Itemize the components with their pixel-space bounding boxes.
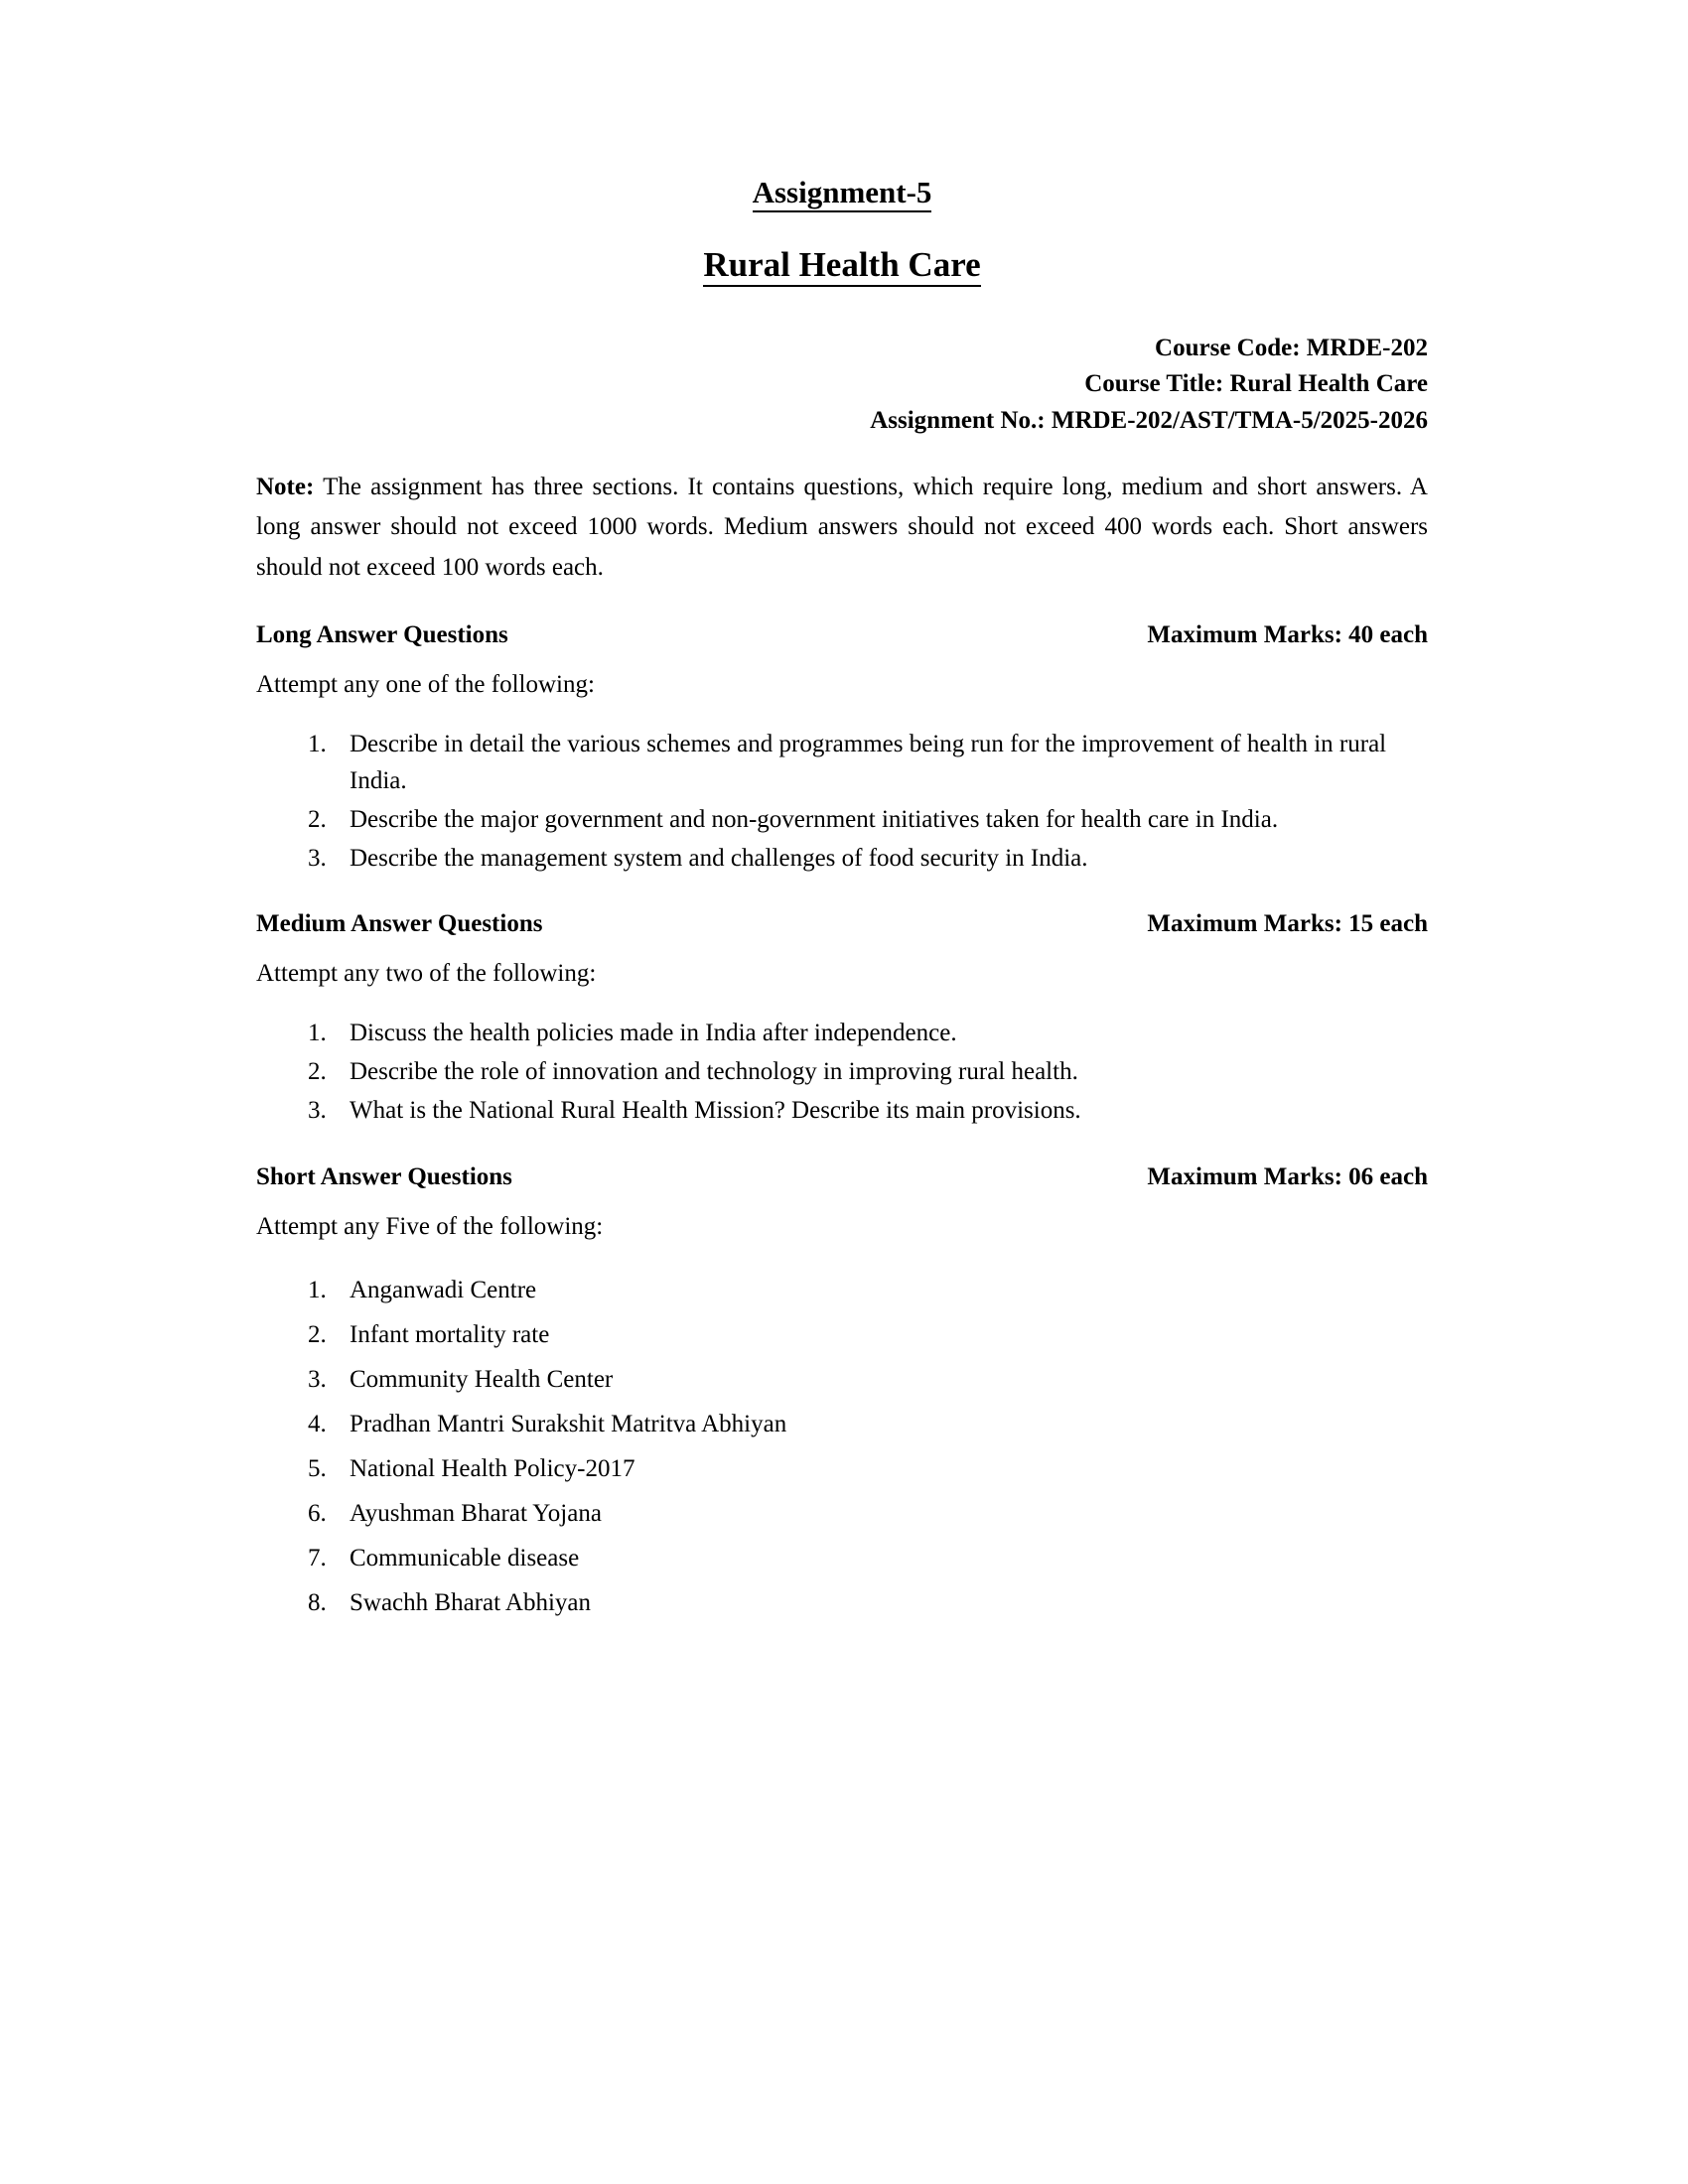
- course-meta-block: [256, 331, 1428, 439]
- list-item: [256, 1054, 1428, 1091]
- section-header-short: [256, 1163, 1428, 1191]
- list-item-text: Ayushman Bharat Yojana: [350, 1499, 602, 1527]
- section-header-long: [256, 621, 1428, 649]
- list-item-number: 2.: [308, 805, 327, 833]
- section-marks-long: Maximum Marks: 40 each: [1147, 621, 1428, 649]
- attempt-instruction-long: Attempt any one of the following:: [256, 671, 595, 699]
- assignment-number: Assignment No.: MRDE-202/AST/TMA-5/2025-2026: [870, 406, 1428, 434]
- list-item-number: 2.: [308, 1320, 327, 1348]
- list-item-text: Describe in detail the various schemes and programmes being run for the improvement of health in rural India.: [350, 731, 1387, 794]
- list-item-text: Pradhan Mantri Surakshit Matritva Abhiyan: [350, 1410, 787, 1437]
- list-item-number: 6.: [308, 1499, 327, 1527]
- list-item: [256, 1403, 1428, 1445]
- list-item-number: 3.: [308, 1365, 327, 1393]
- list-item-text: What is the National Rural Health Mission? Describe its main provisions.: [350, 1096, 1081, 1124]
- list-item: [256, 1093, 1428, 1130]
- list-item-number: 2.: [308, 1058, 327, 1085]
- page-title: [256, 0, 1428, 212]
- list-item-number: 1.: [308, 1276, 327, 1303]
- list-item-number: 8.: [308, 1588, 327, 1616]
- note-text: The assignment has three sections. It contains questions, which require long, medium and short answers. A long answer should not exceed 1000 words. Medium answers should not exceed 400 words each. Short answers should not exceed 100 words each.: [256, 473, 1428, 581]
- section-title-long: Long Answer Questions: [256, 621, 508, 649]
- list-item-text: Community Health Center: [350, 1365, 614, 1393]
- list-item-number: 1.: [308, 731, 327, 758]
- list-item-text: Infant mortality rate: [350, 1320, 550, 1348]
- list-item-text: Describe the major government and non-government initiatives taken for health care in India.: [350, 805, 1279, 833]
- section-title-short: Short Answer Questions: [256, 1162, 512, 1190]
- section-marks-medium: Maximum Marks: 15 each: [1147, 910, 1428, 938]
- list-item-number: 4.: [308, 1410, 327, 1437]
- list-item: [256, 1581, 1428, 1624]
- attempt-instruction-short: Attempt any Five of the following:: [256, 1212, 604, 1240]
- course-code: Course Code: MRDE-202: [1155, 335, 1428, 361]
- list-item-number: 3.: [308, 844, 327, 872]
- list-item-number: 3.: [308, 1096, 327, 1124]
- list-item-text: Anganwadi Centre: [350, 1276, 537, 1303]
- question-list-medium: [256, 1016, 1428, 1129]
- list-item: [256, 802, 1428, 839]
- list-item-number: 5.: [308, 1454, 327, 1482]
- list-item-number: 1.: [308, 1020, 327, 1047]
- section-marks-short: Maximum Marks: 06 each: [1147, 1162, 1428, 1190]
- page-subtitle-text: Rural Health Care: [703, 247, 980, 287]
- list-item: [256, 1537, 1428, 1579]
- page-title-text: Assignment-5: [753, 177, 932, 212]
- list-item: [256, 1313, 1428, 1356]
- list-item-text: Discuss the health policies made in India after independence.: [350, 1020, 957, 1047]
- page-subtitle: [256, 212, 1428, 287]
- list-item-text: Describe the role of innovation and technology in improving rural health.: [350, 1058, 1078, 1085]
- document-content: [256, 0, 1428, 1626]
- list-item: [256, 1269, 1428, 1311]
- list-item: [256, 1447, 1428, 1490]
- list-item-text: Swachh Bharat Abhiyan: [350, 1588, 592, 1616]
- list-item: [256, 1358, 1428, 1401]
- section-header-medium: [256, 910, 1428, 938]
- question-list-short: [256, 1269, 1428, 1624]
- list-item-text: Communicable disease: [350, 1544, 580, 1571]
- list-item: [256, 727, 1428, 800]
- attempt-instruction-medium: Attempt any two of the following:: [256, 960, 597, 988]
- list-item: [256, 1492, 1428, 1535]
- question-list-long: [256, 727, 1428, 877]
- list-item-text: Describe the management system and challenges of food security in India.: [350, 844, 1088, 872]
- section-title-medium: Medium Answer Questions: [256, 910, 543, 938]
- list-item-text: National Health Policy-2017: [350, 1454, 635, 1482]
- course-title: Course Title: Rural Health Care: [1084, 370, 1428, 398]
- list-item-number: 7.: [308, 1544, 327, 1571]
- list-item: [256, 1016, 1428, 1052]
- note-paragraph: [256, 468, 1428, 589]
- note-label: Note:: [256, 473, 315, 500]
- list-item: [256, 841, 1428, 878]
